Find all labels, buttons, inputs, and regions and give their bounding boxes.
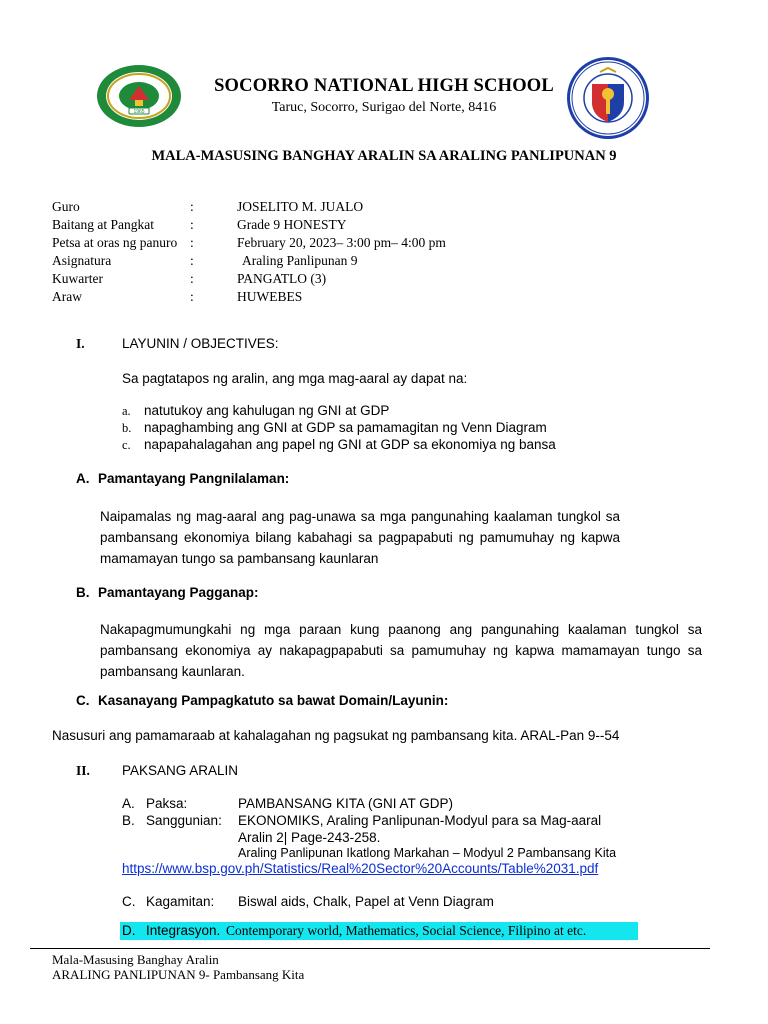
section-heading-pangnilalaman: Pamantayang Pangnilalaman: (98, 471, 290, 486)
info-label: Guro (52, 199, 80, 214)
info-row-petsa (52, 235, 612, 253)
paragraph-line: Nakapagmumungkahi ng mga paraan kung paanong ang pangunahing kaalaman tungkol sa (100, 622, 702, 637)
objective-letter: b. (122, 421, 132, 435)
objective-letter: a. (122, 404, 131, 418)
item-letter: A. (122, 796, 135, 811)
integrasyon-value: Contemporary world, Mathematics, Social Science, Filipino at etc. (226, 923, 587, 938)
objectives-intro: Sa pagtatapos ng aralin, ang mga mag-aaral ay dapat na: (122, 371, 468, 386)
info-value: February 20, 2023– 3:00 pm– 4:00 pm (237, 235, 446, 250)
info-row-araw (52, 289, 612, 307)
objective-item: napapahalagahan ang papel ng GNI at GDP sa ekonomiya ng bansa (144, 437, 556, 452)
kagamitan-label: Kagamitan: (146, 894, 215, 909)
info-colon: : (190, 235, 194, 250)
info-colon: : (190, 289, 194, 304)
sanggunian-line: Aralin 2| Page-243-258. (238, 830, 381, 845)
info-row-baitang (52, 217, 612, 235)
info-row-guro (52, 199, 612, 217)
item-letter: D. (122, 923, 136, 938)
info-value: Grade 9 HONESTY (237, 217, 347, 232)
info-label: Kuwarter (52, 271, 103, 286)
section-letter: A. (76, 471, 90, 486)
footer-line: Mala-Masusing Banghay Aralin (52, 952, 219, 967)
section-numeral: II. (76, 763, 90, 778)
info-row-asignatura (52, 253, 612, 271)
sanggunian-line: EKONOMIKS, Araling Panlipunan-Modyul para sa Mag-aaral (238, 813, 602, 828)
paksa-label: Paksa: (146, 796, 188, 811)
kasanayan-text: Nasusuri ang pamamaraab at kahalagahan ng pagsukat ng pambansang kita. ARAL-Pan 9--54 (52, 728, 620, 743)
paragraph-line: pambansang ekonomiya ay nakapagpapabuti sa pamumuhay ng kapwa mamamayan tungo sa (100, 643, 702, 658)
footer-divider (30, 948, 710, 949)
paragraph-line: mamamayan tungo sa pambansang kaunlaran (100, 551, 379, 566)
item-letter: B. (122, 813, 135, 828)
paragraph-line: pambansang ekonomiya bilang kabahagi sa pagpapabuti ng pamumuhay ng kapwa (100, 530, 620, 545)
section-letter: B. (76, 585, 90, 600)
info-value: Araling Panlipunan 9 (242, 253, 358, 268)
info-label: Asignatura (52, 253, 112, 268)
info-label: Petsa at oras ng panuro (52, 235, 178, 250)
paragraph-line: pambansang kaunlaran. (100, 664, 245, 679)
school-name: SOCORRO NATIONAL HIGH SCHOOL (214, 76, 554, 96)
deped-seal (566, 56, 650, 140)
info-label: Baitang at Pangkat (52, 217, 154, 232)
info-label: Araw (52, 289, 82, 304)
sanggunian-line: Araling Panlipunan Ikatlong Markahan – Modyul 2 Pambansang Kita (238, 846, 617, 860)
objective-item: natutukoy ang kahulugan ng GNI at GDP (144, 403, 390, 418)
pangnilalaman-paragraph (100, 506, 620, 569)
svg-text:1965: 1965 (133, 109, 145, 115)
info-value: HUWEBES (237, 289, 303, 304)
section-heading-pagganap: Pamantayang Pagganap: (98, 585, 259, 600)
section-heading-paksang-aralin: PAKSANG ARALIN (122, 763, 239, 778)
objective-letter: c. (122, 438, 131, 452)
footer-line: ARALING PANLIPUNAN 9- Pambansang Kita (52, 967, 305, 982)
section-letter: C. (76, 693, 90, 708)
section-numeral: I. (76, 336, 85, 351)
document-title: MALA-MASUSING BANGHAY ARALIN SA ARALING PANLIPUNAN 9 (151, 148, 617, 164)
info-colon: : (190, 253, 194, 268)
school-address: Taruc, Socorro, Surigao del Norte, 8416 (271, 100, 497, 115)
info-colon: : (190, 271, 194, 286)
sanggunian-label: Sanggunian: (146, 813, 222, 828)
info-value: PANGATLO (3) (237, 271, 327, 286)
paragraph-line: Naipamalas ng mag-aaral ang pag-unawa sa mga pangunahing kaalaman tungkol sa (100, 509, 620, 524)
objective-item: napaghambing ang GNI at GDP sa pamamagitan ng Venn Diagram (144, 420, 547, 435)
paksa-value: PAMBANSANG KITA (GNI AT GDP) (238, 796, 454, 811)
pagganap-paragraph (100, 619, 702, 682)
item-letter: C. (122, 894, 136, 909)
reference-link[interactable]: https://www.bsp.gov.ph/Statistics/Real%20Sector%20Accounts/Table%2031.pdf (122, 861, 599, 876)
section-heading-kasanayan: Kasanayang Pampagkatuto sa bawat Domain/Layunin: (98, 693, 449, 708)
info-colon: : (190, 199, 194, 214)
integrasyon-label: Integrasyon. (146, 923, 221, 938)
info-row-kuwarter (52, 271, 612, 289)
section-heading-layunin: LAYUNIN / OBJECTIVES: (122, 336, 279, 351)
kagamitan-value: Biswal aids, Chalk, Papel at Venn Diagram (238, 894, 494, 909)
info-value: JOSELITO M. JUALO (237, 199, 364, 214)
info-colon: : (190, 217, 194, 232)
